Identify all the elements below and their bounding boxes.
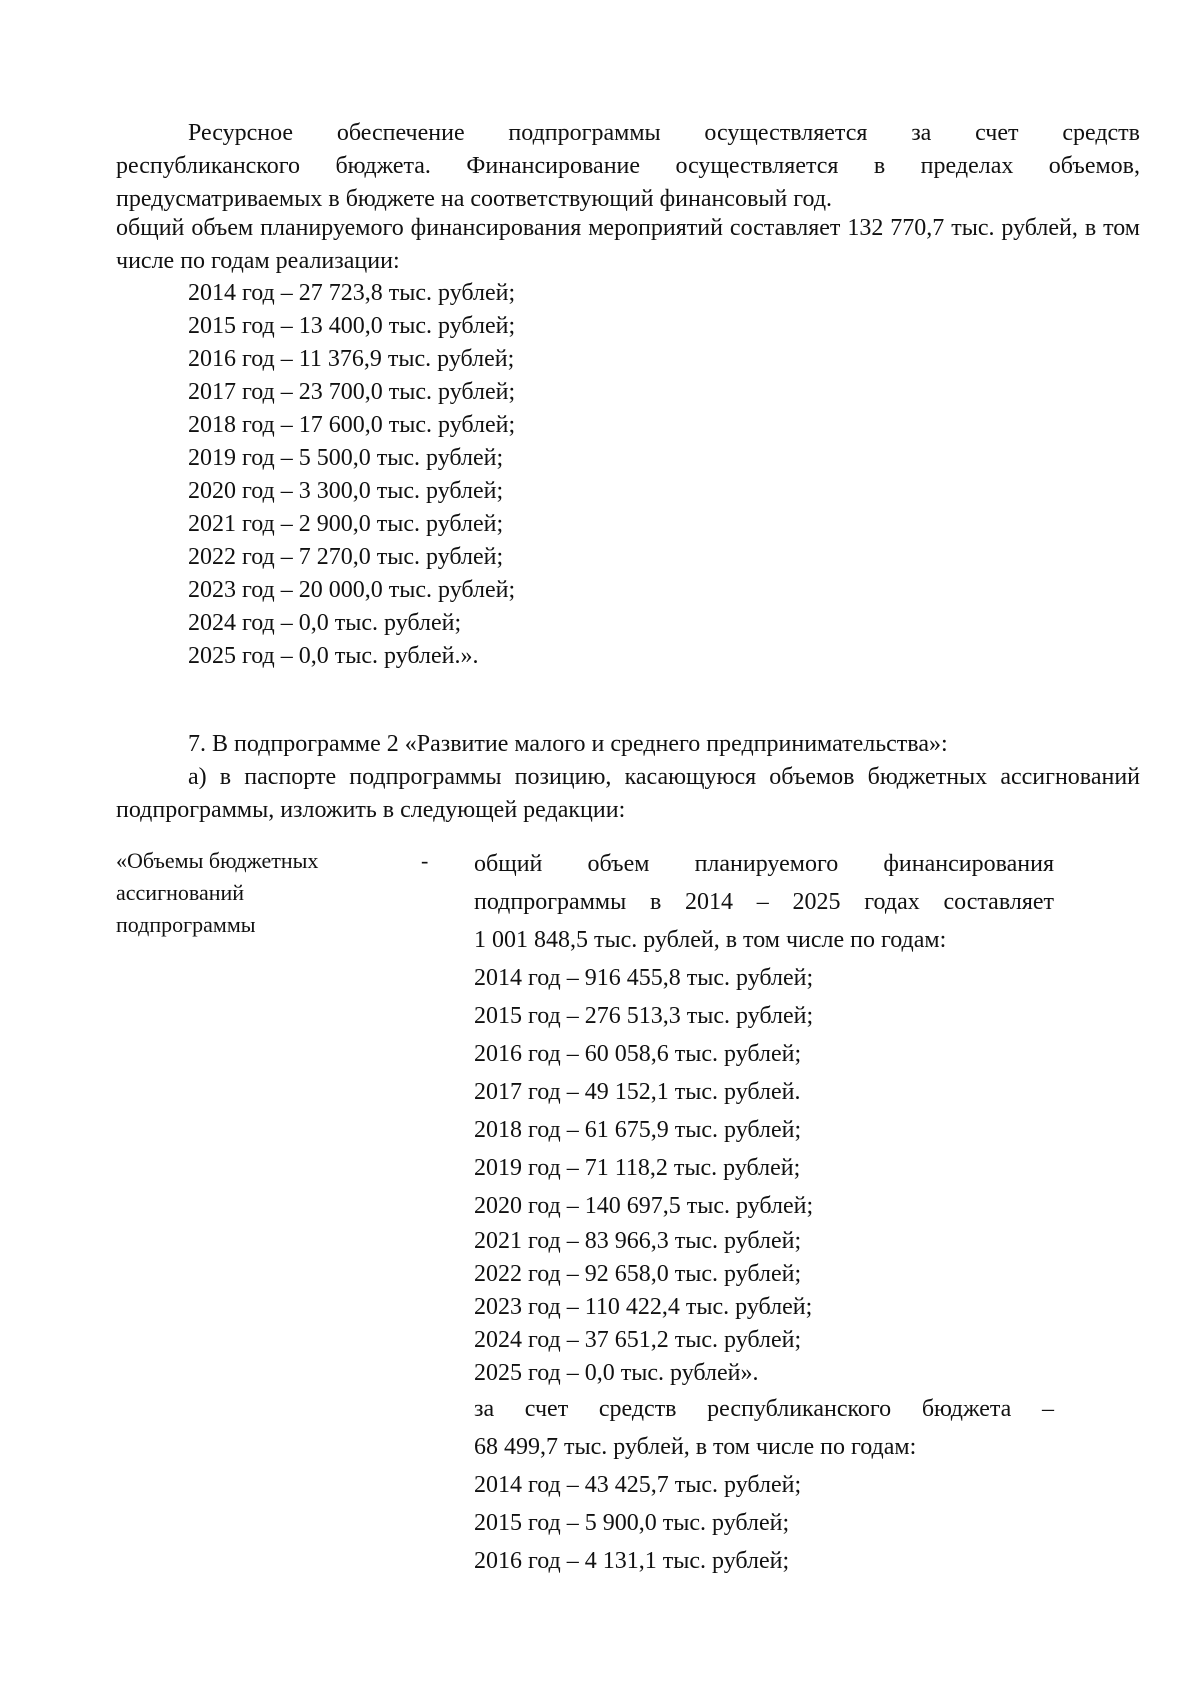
list-item: 2022 год – 7 270,0 тыс. рублей;	[188, 544, 504, 570]
republican-budget-line-2: 68 499,7 тыс. рублей, в том числе по годам:	[474, 1434, 917, 1460]
list-item: 2016 год – 11 376,9 тыс. рублей;	[188, 346, 515, 372]
list-item: 2021 год – 83 966,3 тыс. рублей;	[474, 1228, 802, 1254]
list-item: 2020 год – 140 697,5 тыс. рублей;	[474, 1193, 814, 1219]
list-item: 2022 год – 92 658,0 тыс. рублей;	[474, 1261, 802, 1287]
list-item: 2016 год – 4 131,1 тыс. рублей;	[474, 1548, 790, 1574]
list-item: 2016 год – 60 058,6 тыс. рублей;	[474, 1041, 802, 1067]
list-item: 2015 год – 276 513,3 тыс. рублей;	[474, 1003, 814, 1029]
total-line-1: общий объем планируемого финансирования	[474, 851, 1054, 877]
list-item: 2025 год – 0,0 тыс. рублей».	[474, 1360, 759, 1386]
list-item: 2015 год – 5 900,0 тыс. рублей;	[474, 1510, 790, 1536]
funding-by-year-list	[188, 277, 515, 673]
list-item: 2023 год – 110 422,4 тыс. рублей;	[474, 1294, 813, 1320]
paragraph-total-funding: общий объем планируемого финансирования мероприятий составляет 132 770,7 тыс. рублей, в том числе по годам реализации:	[116, 215, 1140, 274]
list-item: 2014 год – 916 455,8 тыс. рублей;	[474, 965, 814, 991]
list-item: 2019 год – 71 118,2 тыс. рублей;	[474, 1155, 801, 1181]
section-7-heading: 7. В подпрограмме 2 «Развитие малого и среднего предпринимательства»:	[188, 731, 948, 757]
passport-label: «Объемы бюджетных ассигнований подпрограммы	[116, 848, 319, 937]
list-item: 2014 год – 27 723,8 тыс. рублей;	[188, 280, 516, 306]
list-item: 2017 год – 23 700,0 тыс. рублей;	[188, 379, 516, 405]
section-7-item-a: а) в паспорте подпрограммы позицию, касающуюся объемов бюджетных ассигнований подпрограммы, изложить в следующей редакции:	[116, 764, 1140, 823]
list-item: 2023 год – 20 000,0 тыс. рублей;	[188, 577, 516, 603]
list-item: 2021 год – 2 900,0 тыс. рублей;	[188, 511, 504, 537]
total-line-3: 1 001 848,5 тыс. рублей, в том числе по годам:	[474, 927, 947, 953]
paragraph-resource-line1: Ресурсное обеспечение подпрограммы осуществляется за счет средств	[188, 120, 1140, 146]
list-item: 2025 год – 0,0 тыс. рублей.».	[188, 643, 479, 669]
list-item: 2024 год – 37 651,2 тыс. рублей;	[474, 1327, 802, 1353]
list-item: 2024 год – 0,0 тыс. рублей;	[188, 610, 462, 636]
list-item: 2014 год – 43 425,7 тыс. рублей;	[474, 1472, 802, 1498]
list-item: 2018 год – 17 600,0 тыс. рублей;	[188, 412, 516, 438]
list-item: 2015 год – 13 400,0 тыс. рублей;	[188, 313, 516, 339]
list-item: 2017 год – 49 152,1 тыс. рублей.	[474, 1079, 801, 1105]
list-item: 2018 год – 61 675,9 тыс. рублей;	[474, 1117, 802, 1143]
paragraph-resource-rest: республиканского бюджета. Финансирование осуществляется в пределах объемов, предусматриваемых в бюджете на соответствующий финансовый год.	[116, 153, 1140, 212]
passport-dash: -	[421, 848, 429, 873]
list-item: 2020 год – 3 300,0 тыс. рублей;	[188, 478, 504, 504]
total-line-2: подпрограммы в 2014 – 2025 годах составляет	[474, 889, 1054, 915]
republican-budget-line-1: за счет средств республиканского бюджета –	[474, 1396, 1054, 1422]
passport-value	[474, 845, 1054, 1580]
list-item: 2019 год – 5 500,0 тыс. рублей;	[188, 445, 504, 471]
